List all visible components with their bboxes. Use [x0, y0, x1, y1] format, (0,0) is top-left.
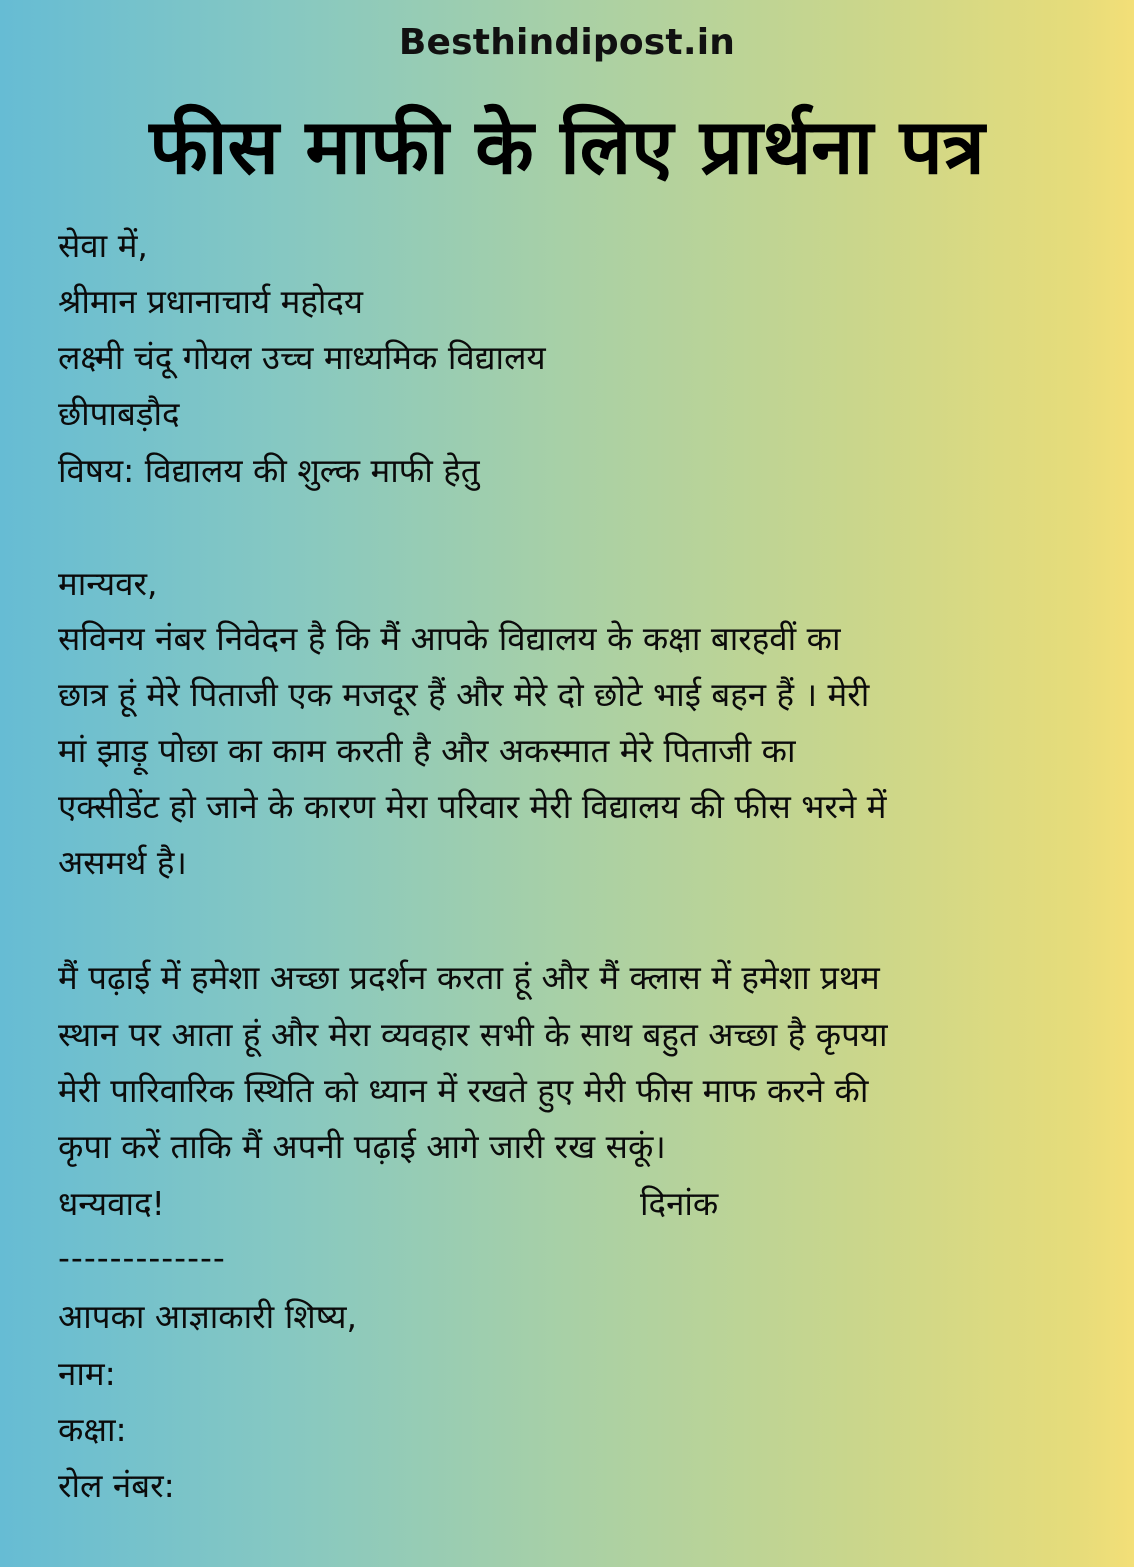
paragraph-1-line: सविनय नंबर निवेदन है कि मैं आपके विद्यालय के कक्षा बारहवीं का [58, 619, 841, 658]
thanks-text: धन्यवाद! [58, 1184, 165, 1223]
page-title: फीस माफी के लिए प्रार्थना पत्र [149, 102, 985, 191]
divider: ------------- [58, 1238, 226, 1277]
name-label: नाम: [58, 1354, 116, 1393]
paragraph-2-line: मैं पढ़ाई में हमेशा अच्छा प्रदर्शन करता हूं और मैं क्लास में हमेशा प्रथम [58, 958, 880, 997]
paragraph-1-line: एक्सीडेंट हो जाने के कारण मेरा परिवार मेरी विद्यालय की फीस भरने में [58, 787, 887, 826]
class-label: कक्षा: [58, 1410, 127, 1449]
closing-text: आपका आज्ञाकारी शिष्य, [58, 1297, 358, 1336]
paragraph-1-line: असमर्थ है। [58, 843, 187, 882]
subject-line: विषय: विद्यालय की शुल्क माफी हेतु [58, 451, 480, 490]
salutation-to: सेवा में, [58, 226, 148, 265]
paragraph-2-line: कृपा करें ताकि मैं अपनी पढ़ाई आगे जारी रख सकूं। [58, 1127, 666, 1166]
paragraph-1-line: छात्र हूं मेरे पिताजी एक मजदूर हैं और मेरे दो छोटे भाई बहन हैं । मेरी [58, 675, 870, 714]
roll-number-label: रोल नंबर: [58, 1466, 175, 1505]
school-name: लक्ष्मी चंदू गोयल उच्च माध्यमिक विद्यालय [58, 338, 546, 377]
paragraph-2-line: स्थान पर आता हूं और मेरा व्यवहार सभी के साथ बहुत अच्छा है कृपया [58, 1015, 888, 1054]
recipient: श्रीमान प्रधानाचार्य महोदय [58, 282, 364, 321]
paragraph-1-line: मां झाड़ू पोछा का काम करती है और अकस्मात मेरे पिताजी का [58, 731, 796, 770]
greeting: मान्यवर, [58, 564, 158, 603]
place-name: छीपाबड़ौद [58, 394, 180, 433]
site-name: Besthindipost.in [398, 22, 736, 63]
paragraph-2-line: मेरी पारिवारिक स्थिति को ध्यान में रखते हुए मेरी फीस माफ करने की [58, 1071, 869, 1110]
date-label: दिनांक [640, 1184, 719, 1223]
